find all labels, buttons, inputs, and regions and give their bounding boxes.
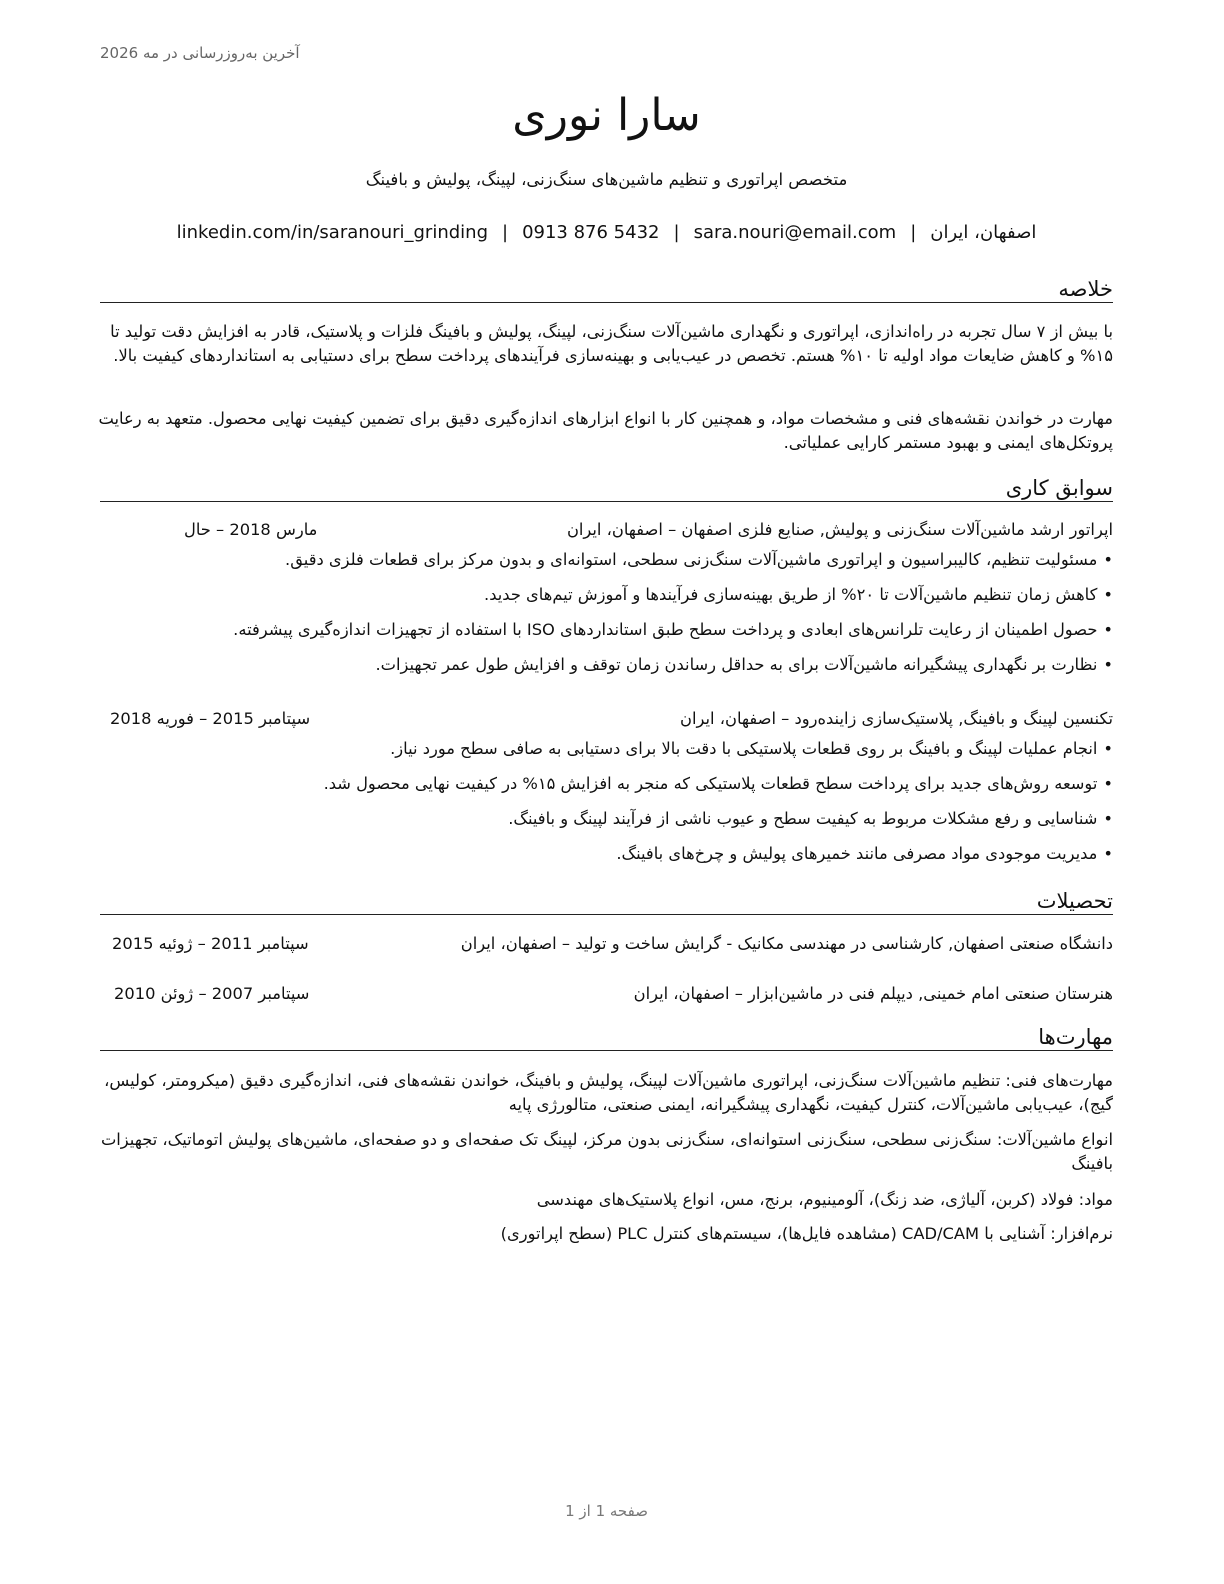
- job-header: [100, 518, 1113, 542]
- list-item: • کاهش زمان تنظیم ماشین‌آلات تا ۲۰% از طریق بهینه‌سازی فرآیندها و آموزش تیم‌های جدید.: [100, 583, 1113, 618]
- contact-linkedin[interactable]: linkedin.com/in/saranouri_grinding: [176, 222, 488, 243]
- contact-email[interactable]: sara.nouri@email.com: [693, 222, 897, 243]
- job-title: اپراتور ارشد ماشین‌آلات سنگ‌زنی و پولیش, صنایع فلزی اصفهان – اصفهان، ایران: [566, 520, 1113, 539]
- job-bullets: [100, 548, 1113, 688]
- resume-page: [100, 0, 1113, 1584]
- job-dates: مارس 2018 – حال: [184, 520, 318, 539]
- education-heading: تحصیلات: [100, 888, 1113, 915]
- skills-line: مهارت‌های فنی: تنظیم ماشین‌آلات سنگ‌زنی، اپراتوری ماشین‌آلات لپینگ، پولیش و بافینگ، خواندن نقشه‌های فنی، اندازه‌گیری دقیق (میکرومتر، کولیس، گیج)، عیب‌یابی ماشین‌آلات، کنترل کیفیت، نگهداری پیشگیرانه، ایمنی صنعتی، متالورژی پایه: [104, 1071, 1113, 1114]
- list-item: • حصول اطمینان از رعایت تلرانس‌های ابعادی و پرداخت سطح طبق استانداردهای ISO با استفاده از تجهیزات اندازه‌گیری پیشرفته.: [100, 618, 1113, 653]
- list-item: • انجام عملیات لپینگ و بافینگ بر روی قطعات پلاستیکی با دقت بالا برای دستیابی به صافی سطح مورد نیاز.: [100, 737, 1113, 772]
- skills-line: مواد: فولاد (کربن، آلیاژی، ضد زنگ)، آلومینیوم، برنج، مس، انواع پلاستیک‌های مهندسی: [536, 1190, 1113, 1209]
- education-entry: [100, 932, 1113, 956]
- job-dates: سپتامبر 2015 – فوریه 2018: [110, 709, 311, 728]
- contact-separator: |: [502, 222, 509, 243]
- contact-location: اصفهان، ایران: [930, 222, 1037, 243]
- professional-title: متخصص اپراتوری و تنظیم ماشین‌های سنگ‌زنی، لپینگ، پولیش و بافینگ: [365, 170, 848, 189]
- contact-separator: |: [910, 222, 917, 243]
- skills-heading: مهارت‌ها: [100, 1024, 1113, 1051]
- summary-paragraph: مهارت در خواندن نقشه‌های فنی و مشخصات مواد، و همچنین کار با انواع ابزارهای اندازه‌گیری دقیق برای تضمین کیفیت نهایی محصول. متعهد به رعایت پروتکل‌های ایمنی و بهبود مستمر کارایی عملیاتی.: [98, 409, 1113, 452]
- contact-line: [100, 222, 1113, 243]
- education-title: دانشگاه صنعتی اصفهان, کارشناسی در مهندسی مکانیک - گرایش ساخت و تولید – اصفهان، ایران: [460, 934, 1113, 953]
- list-item: • نظارت بر نگهداری پیشگیرانه ماشین‌آلات برای به حداقل رساندن زمان توقف و افزایش طول عمر تجهیزات.: [100, 653, 1113, 688]
- summary-heading: خلاصه: [100, 276, 1113, 303]
- education-dates: سپتامبر 2011 – ژوئیه 2015: [112, 934, 309, 953]
- job-title: تکنسین لپینگ و بافینگ, پلاستیک‌سازی زاینده‌رود – اصفهان، ایران: [680, 709, 1113, 728]
- page-number: صفحه 1 از 1: [565, 1502, 648, 1520]
- contact-phone[interactable]: 0913 876 5432: [522, 222, 660, 243]
- experience-heading: سوابق کاری: [100, 475, 1113, 502]
- list-item: • مدیریت موجودی مواد مصرفی مانند خمیرهای پولیش و چرخ‌های بافینگ.: [100, 842, 1113, 877]
- education-dates: سپتامبر 2007 – ژوئن 2010: [114, 984, 310, 1003]
- summary-paragraph: با بیش از ۷ سال تجربه در راه‌اندازی، اپراتوری و نگهداری ماشین‌آلات سنگ‌زنی، لپینگ، پولیش و بافینگ فلزات و پلاستیک، قادر به افزایش دقت تولید تا ۱۵% و کاهش ضایعات مواد اولیه تا ۱۰% هستم. تخصص در عیب‌یابی و بهینه‌سازی فرآیندهای پرداخت سطح برای دستیابی به استانداردهای کیفیت بالا.: [110, 322, 1113, 365]
- last-updated: آخرین به‌روزرسانی در مه 2026: [100, 44, 300, 62]
- education-title: هنرستان صنعتی امام خمینی, دیپلم فنی در ماشین‌ابزار – اصفهان، ایران: [633, 984, 1113, 1003]
- education-entry: [100, 982, 1113, 1006]
- contact-separator: |: [673, 222, 680, 243]
- list-item: • مسئولیت تنظیم، کالیبراسیون و اپراتوری ماشین‌آلات سنگ‌زنی سطحی، استوانه‌ای و بدون مرکز برای قطعات فلزی دقیق.: [100, 548, 1113, 583]
- candidate-name: سارا نوری: [512, 90, 701, 141]
- skills-line: انواع ماشین‌آلات: سنگ‌زنی سطحی، سنگ‌زنی استوانه‌ای، سنگ‌زنی بدون مرکز، لپینگ تک صفحه‌ای و دو صفحه‌ای، ماشین‌های پولیش اتوماتیک، تجهیزات بافینگ: [100, 1130, 1113, 1173]
- list-item: • شناسایی و رفع مشکلات مربوط به کیفیت سطح و عیوب ناشی از فرآیند لپینگ و بافینگ.: [100, 807, 1113, 842]
- skills-line: نرم‌افزار: آشنایی با CAD/CAM (مشاهده فایل‌ها)، سیستم‌های کنترل PLC (سطح اپراتوری): [500, 1224, 1113, 1243]
- job-header: [100, 707, 1113, 731]
- list-item: • توسعه روش‌های جدید برای پرداخت سطح قطعات پلاستیکی که منجر به افزایش ۱۵% در کیفیت نهایی محصول شد.: [100, 772, 1113, 807]
- job-bullets: [100, 737, 1113, 877]
